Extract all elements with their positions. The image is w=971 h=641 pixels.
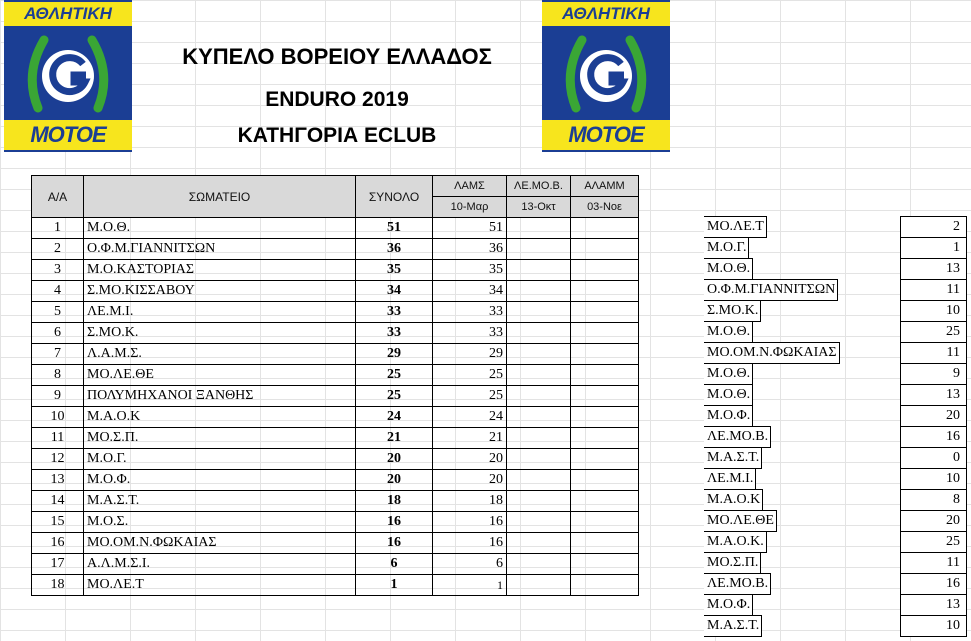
total-points: 51 <box>356 218 433 239</box>
round-2-points <box>507 323 571 344</box>
total-points: 34 <box>356 281 433 302</box>
side-points-value: 2 <box>900 216 967 238</box>
side-club-name: Μ.Ο.Θ. <box>704 321 753 343</box>
total-points: 29 <box>356 344 433 365</box>
round-2-points <box>507 449 571 470</box>
side-club-name: Ο.Φ.Μ.ΓΙΑΝΝΙΤΣΩΝ <box>704 279 838 301</box>
header-round-1-date: 10-Μαρ <box>433 197 507 218</box>
round-2-points <box>507 365 571 386</box>
row-number: 6 <box>32 323 84 344</box>
header-total: ΣΥΝΟΛΟ <box>356 176 433 218</box>
side-points-value: 20 <box>900 405 967 427</box>
table-row <box>32 449 639 470</box>
row-number: 4 <box>32 281 84 302</box>
side-club-name: ΛΕ.ΜΟ.Β. <box>704 573 771 595</box>
row-number: 14 <box>32 491 84 512</box>
side-club-name: Μ.Ο.Γ. <box>704 237 749 259</box>
round-2-points <box>507 575 571 596</box>
side-club-name: Μ.Α.Σ.Τ. <box>704 615 762 637</box>
round-2-points <box>507 218 571 239</box>
motoe-emblem-icon <box>22 28 114 120</box>
total-points: 25 <box>356 386 433 407</box>
row-number: 12 <box>32 449 84 470</box>
round-3-points <box>571 554 639 575</box>
round-1-points: 21 <box>433 428 507 449</box>
round-1-points: 6 <box>433 554 507 575</box>
club-name: ΠΟΛΥΜΗΧΑΝΟΙ ΞΑΝΘΗΣ <box>84 386 356 407</box>
total-points: 18 <box>356 491 433 512</box>
side-club-name: Μ.Ο.Φ. <box>704 594 753 616</box>
table-row <box>32 554 639 575</box>
side-club-name: Σ.ΜΟ.Κ. <box>704 300 761 322</box>
list-item <box>704 363 971 384</box>
side-points-value: 10 <box>900 615 967 637</box>
list-item <box>704 216 971 237</box>
side-points-value: 25 <box>900 321 967 343</box>
round-3-points <box>571 575 639 596</box>
side-points-value: 9 <box>900 363 967 385</box>
club-name: Σ.ΜΟ.Κ. <box>84 323 356 344</box>
round-3-points <box>571 260 639 281</box>
side-points-value: 25 <box>900 531 967 553</box>
club-name: ΜΟ.ΟΜ.Ν.ΦΩΚΑΙΑΣ <box>84 533 356 554</box>
club-name: ΜΟ.ΛΕ.ΘΕ <box>84 365 356 386</box>
round-2-points <box>507 428 571 449</box>
round-2-points <box>507 344 571 365</box>
side-points-value: 10 <box>900 300 967 322</box>
logo-text-bottom: ΜΟΤΟΕ <box>542 120 670 150</box>
total-points: 33 <box>356 323 433 344</box>
row-number: 2 <box>32 239 84 260</box>
round-3-points <box>571 428 639 449</box>
round-3-points <box>571 470 639 491</box>
total-points: 35 <box>356 260 433 281</box>
row-number: 16 <box>32 533 84 554</box>
round-1-points: 36 <box>433 239 507 260</box>
round-2-points <box>507 386 571 407</box>
list-item <box>704 573 971 594</box>
table-row <box>32 218 639 239</box>
side-club-name: Μ.Ο.Θ. <box>704 384 753 406</box>
standings-body <box>32 218 639 596</box>
row-number: 9 <box>32 386 84 407</box>
round-3-points <box>571 302 639 323</box>
total-points: 21 <box>356 428 433 449</box>
side-club-name: Μ.Α.Ο.Κ <box>704 489 763 511</box>
round-2-points <box>507 407 571 428</box>
table-row <box>32 323 639 344</box>
side-points-value: 13 <box>900 258 967 280</box>
side-points-value: 8 <box>900 489 967 511</box>
round-3-points <box>571 449 639 470</box>
round-3-points <box>571 218 639 239</box>
club-name: Ο.Φ.Μ.ΓΙΑΝΝΙΤΣΩΝ <box>84 239 356 260</box>
total-points: 20 <box>356 470 433 491</box>
list-item <box>704 300 971 321</box>
list-item <box>704 258 971 279</box>
side-club-name: Μ.Ο.Φ. <box>704 405 753 427</box>
round-3-points <box>571 365 639 386</box>
side-club-name: Μ.Α.Ο.Κ. <box>704 531 767 553</box>
round-3-points <box>571 512 639 533</box>
round-1-points: 33 <box>433 323 507 344</box>
table-row <box>32 281 639 302</box>
total-points: 25 <box>356 365 433 386</box>
header-round-3-date: 03-Νοε <box>571 197 639 218</box>
side-points-value: 1 <box>900 237 967 259</box>
row-number: 10 <box>32 407 84 428</box>
side-points-value: 11 <box>900 342 967 364</box>
list-item <box>704 594 971 615</box>
side-club-name: ΛΕ.Μ.Ι. <box>704 468 756 490</box>
total-points: 24 <box>356 407 433 428</box>
table-row <box>32 365 639 386</box>
row-number: 18 <box>32 575 84 596</box>
total-points: 16 <box>356 533 433 554</box>
club-name: Μ.Ο.Γ. <box>84 449 356 470</box>
side-points-value: 13 <box>900 384 967 406</box>
side-club-name: Μ.Ο.Θ. <box>704 258 753 280</box>
title-line-2: ENDURO 2019 <box>265 88 409 111</box>
side-club-name: ΜΟ.ΟΜ.Ν.ΦΩΚΑΙΑΣ <box>704 342 840 364</box>
row-number: 17 <box>32 554 84 575</box>
round-2-points <box>507 239 571 260</box>
list-item <box>704 489 971 510</box>
round-3-points <box>571 386 639 407</box>
round-3-points <box>571 344 639 365</box>
header-round-3: ΑΛΑΜΜ <box>571 176 639 197</box>
title-line-3: ΚΑΤΗΓΟΡΙΑ ECLUB <box>237 124 437 147</box>
logo-left <box>4 0 132 152</box>
logo-text-top: ΑΘΛΗΤΙΚΗ <box>542 2 670 26</box>
round-2-points <box>507 470 571 491</box>
side-points-value: 10 <box>900 468 967 490</box>
round-3-points <box>571 491 639 512</box>
table-row <box>32 302 639 323</box>
list-item <box>704 510 971 531</box>
row-number: 5 <box>32 302 84 323</box>
club-name: Α.Λ.Μ.Σ.Ι. <box>84 554 356 575</box>
list-item <box>704 447 971 468</box>
side-club-name: ΜΟ.Σ.Π. <box>704 552 761 574</box>
table-row <box>32 428 639 449</box>
club-name: Μ.Ο.Φ. <box>84 470 356 491</box>
table-row <box>32 239 639 260</box>
round-2-points <box>507 554 571 575</box>
side-points-value: 11 <box>900 279 967 301</box>
list-item <box>704 342 971 363</box>
round-2-points <box>507 491 571 512</box>
round-1-points: 25 <box>433 386 507 407</box>
row-number: 13 <box>32 470 84 491</box>
logo-right <box>542 0 670 152</box>
round-2-points <box>507 302 571 323</box>
round-1-points: 1 <box>433 575 507 596</box>
logo-text-bottom: ΜΟΤΟΕ <box>4 120 132 150</box>
club-name: Μ.Α.Σ.Τ. <box>84 491 356 512</box>
side-club-name: Μ.Α.Σ.Τ. <box>704 447 762 469</box>
list-item <box>704 237 971 258</box>
round-1-points: 20 <box>433 470 507 491</box>
list-item <box>704 405 971 426</box>
list-item <box>704 615 971 636</box>
table-row <box>32 260 639 281</box>
table-row <box>32 344 639 365</box>
club-name: Λ.Α.Μ.Σ. <box>84 344 356 365</box>
club-name: Μ.Ο.ΚΑΣΤΟΡΙΑΣ <box>84 260 356 281</box>
header-round-1: ΛΑΜΣ <box>433 176 507 197</box>
title-line-1: ΚΥΠΕΛΟ ΒΟΡΕΙΟΥ ΕΛΛΑΔΟΣ <box>182 44 492 69</box>
standings-table <box>31 175 639 596</box>
round-3-points <box>571 281 639 302</box>
total-points: 20 <box>356 449 433 470</box>
round-3-points <box>571 239 639 260</box>
side-points-value: 16 <box>900 573 967 595</box>
motoe-emblem-icon <box>560 28 652 120</box>
club-name: Μ.Ο.Σ. <box>84 512 356 533</box>
round-1-points: 33 <box>433 302 507 323</box>
round-2-points <box>507 281 571 302</box>
row-number: 3 <box>32 260 84 281</box>
side-points-value: 0 <box>900 447 967 469</box>
side-points-value: 11 <box>900 552 967 574</box>
table-row <box>32 407 639 428</box>
table-row <box>32 386 639 407</box>
round-1-points: 18 <box>433 491 507 512</box>
side-club-name: ΜΟ.ΛΕ.Τ <box>704 216 767 238</box>
side-points-value: 20 <box>900 510 967 532</box>
row-number: 11 <box>32 428 84 449</box>
table-row <box>32 470 639 491</box>
list-item <box>704 426 971 447</box>
list-item <box>704 552 971 573</box>
side-club-name: Μ.Ο.Θ. <box>704 363 753 385</box>
club-name: Σ.ΜΟ.ΚΙΣΣΑΒΟΥ <box>84 281 356 302</box>
round-1-points: 29 <box>433 344 507 365</box>
round-1-points: 20 <box>433 449 507 470</box>
list-item <box>704 531 971 552</box>
total-points: 36 <box>356 239 433 260</box>
round-2-points <box>507 260 571 281</box>
round-2-points <box>507 533 571 554</box>
round-3-points <box>571 407 639 428</box>
round-1-points: 24 <box>433 407 507 428</box>
list-item <box>704 384 971 405</box>
total-points: 33 <box>356 302 433 323</box>
club-name: ΛΕ.Μ.Ι. <box>84 302 356 323</box>
header-round-2: ΛΕ.ΜΟ.Β. <box>507 176 571 197</box>
round-1-points: 34 <box>433 281 507 302</box>
total-points: 6 <box>356 554 433 575</box>
club-name: Μ.Α.Ο.Κ <box>84 407 356 428</box>
side-points-value: 13 <box>900 594 967 616</box>
side-club-name: ΛΕ.ΜΟ.Β. <box>704 426 771 448</box>
list-item <box>704 279 971 300</box>
club-name: ΜΟ.ΛΕ.Τ <box>84 575 356 596</box>
header-aa: Α/Α <box>32 176 84 218</box>
round-1-points: 35 <box>433 260 507 281</box>
side-club-name: ΜΟ.ΛΕ.ΘΕ <box>704 510 777 532</box>
row-number: 7 <box>32 344 84 365</box>
table-row <box>32 491 639 512</box>
row-number: 15 <box>32 512 84 533</box>
header-round-2-date: 13-Οκτ <box>507 197 571 218</box>
round-1-points: 25 <box>433 365 507 386</box>
round-1-points: 51 <box>433 218 507 239</box>
round-3-points <box>571 323 639 344</box>
total-points: 1 <box>356 575 433 596</box>
table-row <box>32 512 639 533</box>
header-club: ΣΩΜΑΤΕΙΟ <box>84 176 356 218</box>
list-item <box>704 468 971 489</box>
logo-text-top: ΑΘΛΗΤΙΚΗ <box>4 2 132 26</box>
round-1-points: 16 <box>433 533 507 554</box>
side-points-value: 16 <box>900 426 967 448</box>
row-number: 8 <box>32 365 84 386</box>
row-number: 1 <box>32 218 84 239</box>
club-name: ΜΟ.Σ.Π. <box>84 428 356 449</box>
club-name: Μ.Ο.Θ. <box>84 218 356 239</box>
round-2-points <box>507 512 571 533</box>
table-row <box>32 533 639 554</box>
table-row <box>32 575 639 596</box>
list-item <box>704 321 971 342</box>
total-points: 16 <box>356 512 433 533</box>
round-1-points: 16 <box>433 512 507 533</box>
round-3-points <box>571 533 639 554</box>
